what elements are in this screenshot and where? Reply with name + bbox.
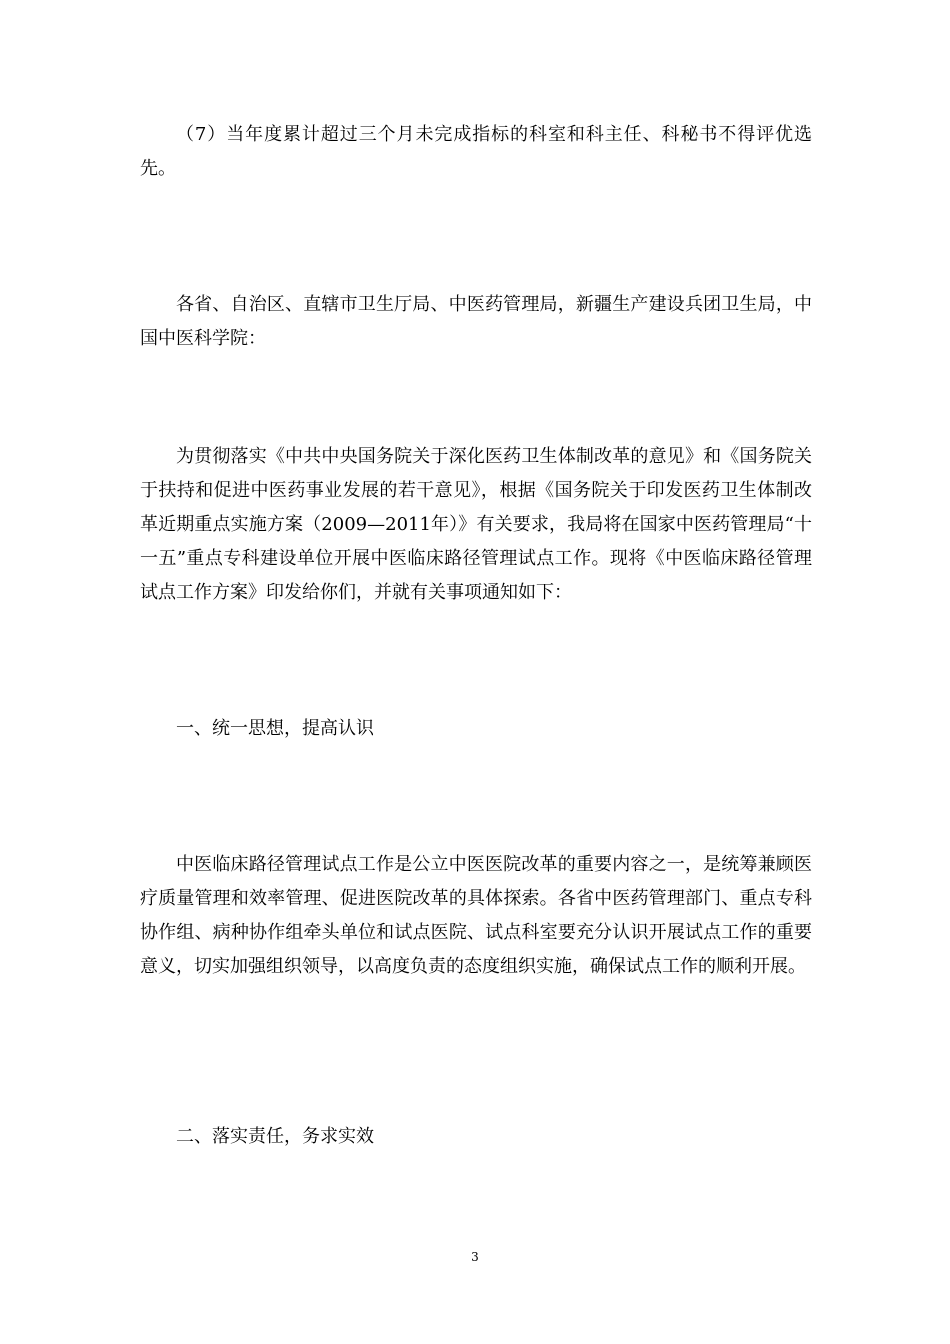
paragraph-item-7: （7）当年度累计超过三个月未完成指标的科室和科主任、科秘书不得评优选先。 [140, 124, 812, 179]
section-heading-2: 二、落实责任，务求实效 [176, 1126, 374, 1147]
section-heading-1: 一、统一思想，提高认识 [176, 718, 374, 739]
paragraph-introduction: 为贯彻落实《中共中央国务院关于深化医药卫生体制改革的意见》和《国务院关于扶持和促进中医药事业发展的若干意见》，根据《国务院关于印发医药卫生体制改革近期重点实施方案（2009—2011年）》有关要求，我局将在国家中医药管理局“十一五”重点专科建设单位开展中医临床路径管理试点工作。现将《中医临床路径管理试点工作方案》印发给你们，并就有关事项通知如下： [140, 446, 812, 603]
paragraph-section-1-body: 中医临床路径管理试点工作是公立中医医院改革的重要内容之一，是统筹兼顾医疗质量管理和效率管理、促进医院改革的具体探索。各省中医药管理部门、重点专科协作组、病种协作组牵头单位和试点医院、试点科室要充分认识开展试点工作的重要意义，切实加强组织领导，以高度负责的态度组织实施，确保试点工作的顺利开展。 [140, 854, 812, 977]
paragraph-addressees: 各省、自治区、直辖市卫生厅局、中医药管理局，新疆生产建设兵团卫生局，中国中医科学院： [140, 294, 812, 349]
page-number: 3 [471, 1250, 479, 1264]
